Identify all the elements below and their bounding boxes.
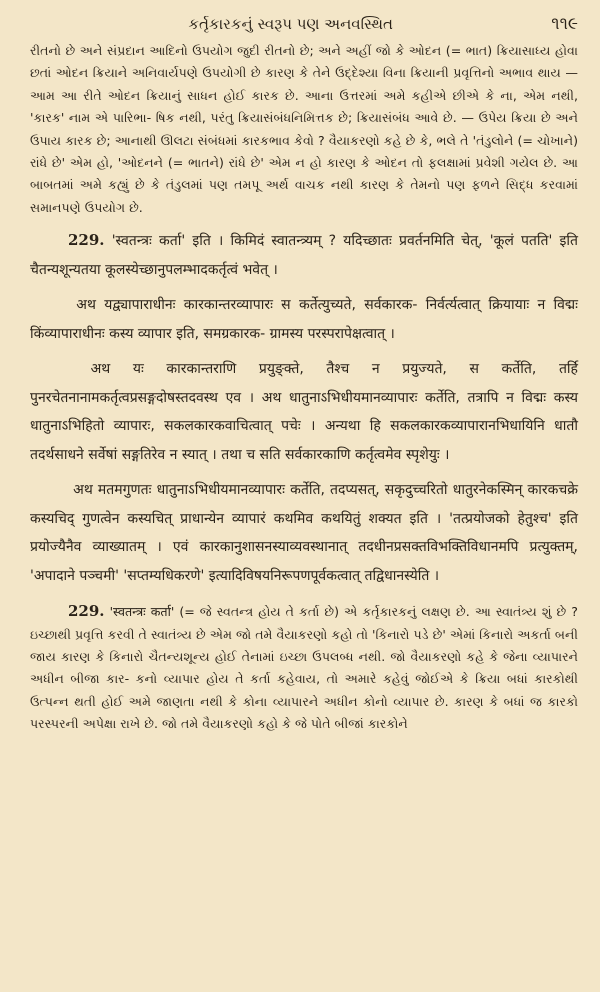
text-line: ग्रामस्य परस्परापेक्षत्वात् । bbox=[269, 325, 395, 342]
text-line: કારણ કે ઓદન તો ફલક્ષામાં પ્રવેશી ગયેલ છે. આ બાબતમાં અમે કહ્યું છે કે તંડુલમાં bbox=[30, 155, 578, 193]
text-line: હોઈ તેનામાં ઇચ્છા ઉપલબ્ધ નથી. જો વૈયાકરણો કહે કે જેના વ્યાપારને અધીન બીજા કાર- bbox=[30, 649, 579, 687]
text-line: 'स्वतन्त्रः कर्ता' (= જે સ્વતન્ત્ર હોય તે કર્તા છે) એ કર્તૃકારકનું લક્ષણ છે. bbox=[109, 604, 470, 620]
text-line: આ સ્વાતંત્ર્ય શું છે ? ઇચ્છાથી પ્રવૃત્તિ કરવી તે સ્વાતંત્ર્ય છે એમ જો તમે વૈયાકરણો bbox=[30, 604, 578, 642]
sanskrit-paragraph-2 bbox=[30, 291, 578, 348]
text-line: धातुरनेकस्मिन् कारकचक्रे कस्यचिद् गुणत्वेन कस्यचित् प्राधान्येन व्यापारं कथमिव bbox=[30, 482, 579, 527]
text-line: કનો વ્યાપાર હોય તે કર્તા કહેવાય, તો અમારે કહેવું જોઈએ કે ક્રિયા બધાં કારકોથી ઉત્પન્ન bbox=[30, 671, 578, 709]
section-number: 229. bbox=[68, 231, 105, 250]
text-line: ઉદ્દેશ્યા વિના ક્રિયાની પ્રવૃત્તિનો અભાવ થાય — આમ આ રીતે ઓદન ક્રિયાનું સાધન હોઈ bbox=[30, 65, 578, 103]
text-line: चेत्, 'कूलं पतति' इति चैतन्यशून्यतया कूलस्येच्छानुपलम्भादकर्तृत्वं भवेत् । bbox=[30, 233, 578, 278]
section-number: 229. bbox=[68, 602, 105, 621]
text-line: कारकानुशासनस्याव्यवस्थानात् तदधीनप्रसक्तविभक्तिविधानमपि प्रत्युक्तम्, 'अपादाने bbox=[30, 539, 579, 584]
text-line: કહો તો 'કિનારો પડે છે' એમાં કિનારો અકર્તા બની જાય કારણ કે કિનારો ચૈતન્યશૂન્ય bbox=[30, 626, 578, 665]
gujarati-paragraph-bottom bbox=[30, 600, 578, 735]
text-line: થતી હોઈ અમે જાણતા નથી કે કોના વ્યાપારને અધીન કોનો વ્યાપાર છે. કારણ કે બધાં bbox=[74, 693, 525, 709]
text-line: अथ यद्व्यापाराधीनः कारकान्तरव्यापारः स कर्तेत्युच्यते, सर्वकारक- bbox=[76, 297, 418, 314]
sanskrit-paragraph-3 bbox=[30, 355, 578, 469]
text-line: अथ मतमगुणतः धातुनाऽभिधीयमानव्यापारः कर्तेति, तदप्यसत्, सकृदुच्चरितो bbox=[73, 482, 448, 499]
text-line: पुनरचेतनानामकर्तृत्वप्रसङ्गदोषस्तदवस्थ एव । अथ धातुनाऽभिधीयमानव्यापारः bbox=[30, 389, 418, 406]
text-line: કારક છે. આના ઉત્તરમાં અમે કહીએ છીએ કે ના, એમ નથી, 'કારક' નામ એ પારિભા- bbox=[30, 87, 578, 126]
text-line: ષિક નથી, પરંતુ ક્રિયાસંબંધનિમિત્તક છે; ક્રિયાસંબંધ આવે છે. — ઉપેય ક્રિયા છે અને bbox=[155, 110, 578, 126]
text-line: अन्यथा हि सकलकारकव्यापारानभिधायिनि धातौ तदर्थसाधने सर्वेषां सङ्गतिरेव न bbox=[30, 418, 578, 463]
text-line: कथयितुं शक्यत इति । 'तत्प्रयोजको हेतुश्च' इति प्रयोज्यैनैव व्याख्यातम् । एवं bbox=[30, 510, 578, 556]
text-line: कर्तेति, तत्रापि न विद्मः कस्य धातुनाऽभिहितो व्यापारः, सकलकारकवाचित्वात् पचेः । bbox=[30, 389, 579, 435]
text-line: अथ यः कारकान्तराणि प्रयुङ्क्ते, तैश्च न प्रयुज्यते, स कर्तेति, तर्हि bbox=[90, 361, 578, 378]
running-title: કર્તૃકારકનું સ્વરૂપ પણ અનવસ્થિત bbox=[188, 15, 393, 33]
text-line: (= ભાત) ક્રિયાસાધ્ય હોવા છતાં ઓદન ક્રિયાને અનિવાર્યપણે ઉપયોગી છે કારણ કે તેને bbox=[30, 43, 578, 81]
text-line: પણ તમપૂ અર્થ વાચક નથી કારણ કે તેમનો પણ ફળને સિદ્ધ કરવામાં સમાનપણે ઉપયોગ છે. bbox=[30, 177, 578, 215]
text-line: જ કારકો પરસ્પરની અપેક્ષા રાખે છે. જો તમે વૈયાકરણો કહો કે જે પોતે બીજાં કારકોને bbox=[30, 693, 579, 732]
page-number: ૧૧૯ bbox=[551, 14, 578, 34]
text-line: पञ्चमी' 'सप्तम्यधिकरणे' इत्यादिविषयनिरूपणपूर्वकत्वात् तद्विधानस्येति । bbox=[79, 567, 440, 584]
text-line: स्यात् । तथा च सति सर्वकारकाणि कर्तृत्वमेव स्पृशेयुः । bbox=[181, 446, 450, 463]
gujarati-paragraph-top bbox=[30, 40, 578, 219]
text-line: ઉપાય કારક છે; આનાથી ઊલટા સંબંધમાં કારકભાવ કેવો ? વૈયાકરણો કહે છે કે, ભલે bbox=[30, 132, 457, 148]
sanskrit-paragraph-4 bbox=[30, 476, 578, 590]
text-line: રીતનો છે અને સંપ્રદાન આદિનો ઉપયોગ જુદી રીતનો છે; અને અહીં જો કે ઓદન bbox=[30, 43, 442, 58]
running-header bbox=[30, 14, 578, 34]
text-line: તે 'તંડુલોને (= ચોખાને) રાંધે છે' એમ હો, 'ઓદનને (= ભાતને) રાંધે છે' એમ ન હો bbox=[30, 132, 578, 171]
text-line: निर्वर्त्यत्वात् क्रियायाः न विद्मः किंव्यापाराधीनः कस्य व्यापार इति, समग्रकारक- bbox=[30, 297, 579, 342]
text-line: 'स्वतन्त्रः कर्ता' इति । किमिदं स्वातन्त्र्यम् ? यदिच्छातः प्रवर्तनमिति bbox=[111, 233, 455, 250]
sanskrit-paragraph-1 bbox=[30, 226, 578, 284]
